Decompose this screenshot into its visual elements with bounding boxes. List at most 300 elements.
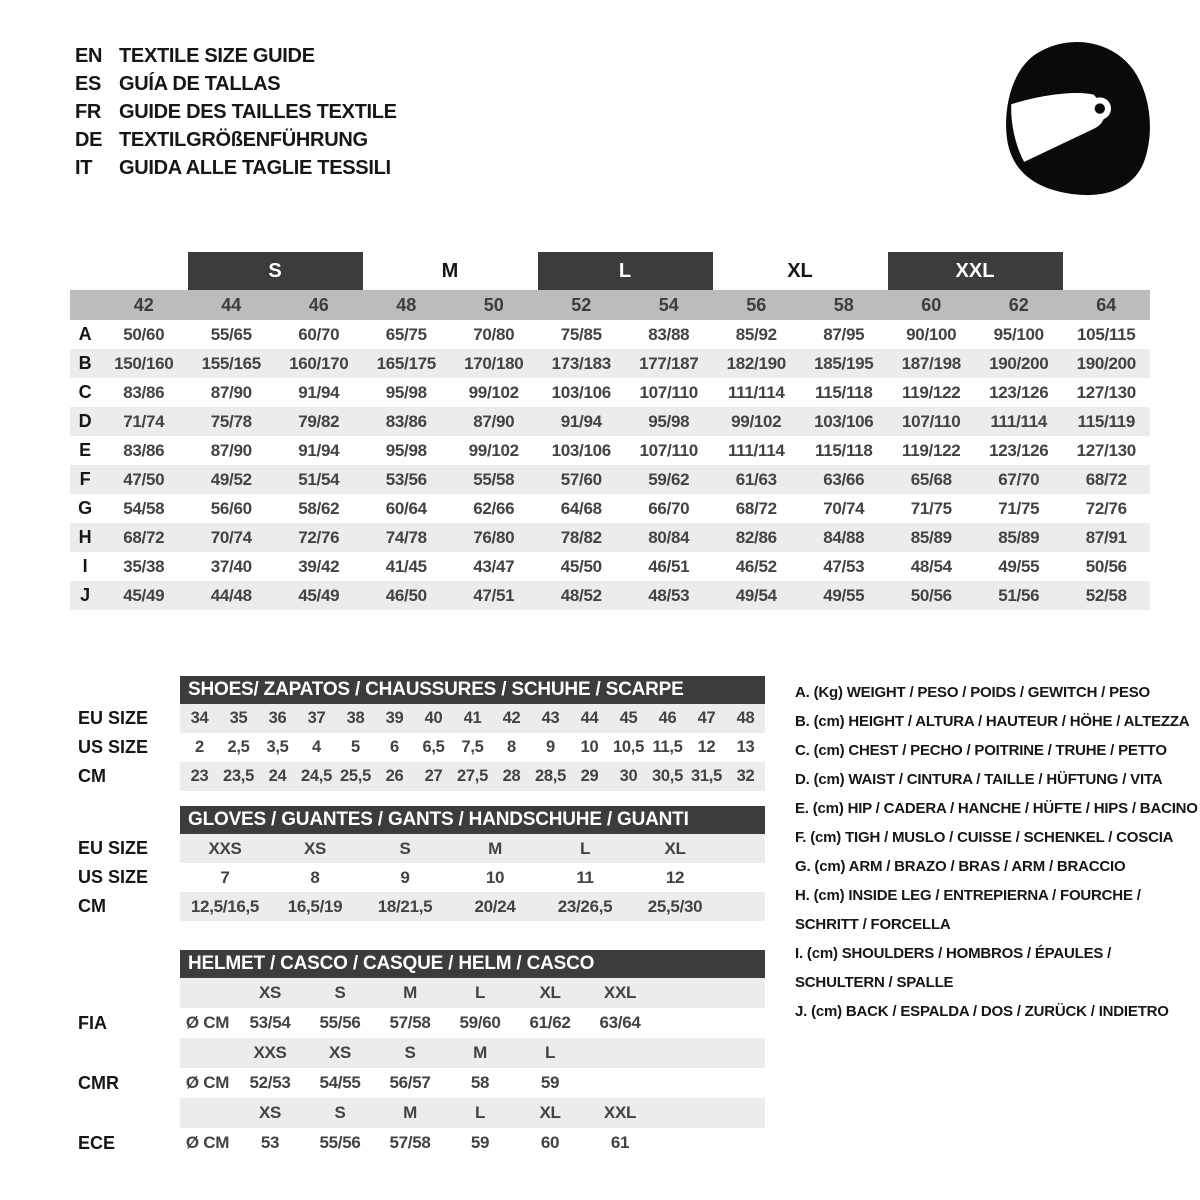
cell: 24,5 xyxy=(301,767,332,785)
cell: 55/56 xyxy=(319,1133,361,1152)
cell: 36 xyxy=(268,709,287,727)
cell: 38 xyxy=(346,709,365,727)
cell: 48/53 xyxy=(648,585,690,605)
row-letter: H xyxy=(78,527,92,547)
cell: 26 xyxy=(385,767,404,785)
cell: 85/89 xyxy=(910,527,952,547)
helmet-table xyxy=(180,950,765,1158)
cell: 60/64 xyxy=(385,498,427,518)
cell: 91/94 xyxy=(298,440,340,460)
cell: XS xyxy=(328,1043,352,1062)
language-code: EN xyxy=(75,44,103,67)
cell: 60 xyxy=(921,294,942,315)
table-row-g xyxy=(70,494,1150,523)
cell: L xyxy=(474,1103,486,1122)
cell: 44 xyxy=(580,709,599,727)
cell: 28 xyxy=(502,767,521,785)
cell: XL xyxy=(664,838,686,858)
racing-helmet-icon xyxy=(982,32,1154,204)
cell: 16,5/19 xyxy=(287,896,343,916)
helmet-cmr-sizes-row xyxy=(180,1038,765,1068)
cell: 25,5/30 xyxy=(647,896,703,916)
cell: 46/50 xyxy=(385,585,427,605)
cell: 23 xyxy=(190,767,209,785)
row-label-us-size: US SIZE xyxy=(78,737,149,757)
cell: XXL xyxy=(603,983,637,1002)
cell: 18/21,5 xyxy=(377,896,433,916)
cell: 42 xyxy=(133,294,154,315)
cell: 111/114 xyxy=(727,440,785,460)
cell: 63/64 xyxy=(599,1013,641,1032)
cell: 58/62 xyxy=(298,498,340,518)
cell: 78/82 xyxy=(560,527,602,547)
unit-label: Ø CM xyxy=(185,1133,230,1152)
row-letter: J xyxy=(80,585,90,605)
legend-line: J. (cm) BACK / ESPALDA / DOS / ZURÜCK / INDIETRO xyxy=(795,1003,1169,1020)
cell: 23/26,5 xyxy=(557,896,613,916)
cell: 20/24 xyxy=(474,896,516,916)
cell: 52/53 xyxy=(249,1073,291,1092)
size-band-l: L xyxy=(538,252,713,290)
cell: 59 xyxy=(540,1073,560,1092)
cell: 41 xyxy=(463,709,482,727)
cell: 12 xyxy=(665,867,685,887)
cell: 45/49 xyxy=(123,585,165,605)
cell: XS xyxy=(303,838,327,858)
gloves-cm-row xyxy=(180,892,765,921)
cell: 28,5 xyxy=(535,767,566,785)
legend-line: C. (cm) CHEST / PECHO / POITRINE / TRUHE / PETTO xyxy=(795,742,1167,759)
cell: M xyxy=(403,983,417,1002)
row-letter: I xyxy=(82,556,88,576)
unit-label: Ø CM xyxy=(185,1073,230,1092)
cell: 68/72 xyxy=(735,498,777,518)
cell: 27,5 xyxy=(457,767,488,785)
cell: 51/54 xyxy=(298,469,340,489)
cell: 48/52 xyxy=(560,585,602,605)
cell: 190/200 xyxy=(1076,353,1136,373)
helmet-ece-sizes-row xyxy=(180,1098,765,1128)
shoes-eu-row xyxy=(180,704,765,733)
cell: 119/122 xyxy=(902,440,961,460)
cell: 59/62 xyxy=(648,469,690,489)
cell: 83/86 xyxy=(123,382,165,402)
guide-title: TEXTILGRÖßENFÜHRUNG xyxy=(119,128,368,151)
cell: 23,5 xyxy=(223,767,254,785)
cell: S xyxy=(334,983,346,1002)
shoes-table xyxy=(180,676,765,791)
unit-label: Ø CM xyxy=(185,1013,230,1032)
cell: 58 xyxy=(833,294,854,315)
cell: 9 xyxy=(400,867,410,887)
cell: 35/38 xyxy=(123,556,165,576)
row-label-eu-size: EU SIZE xyxy=(78,708,149,728)
helmet-fia-sizes-row xyxy=(180,978,765,1008)
shoes-us-row xyxy=(180,733,765,762)
cell: 74/78 xyxy=(385,527,427,547)
legend-line: H. (cm) INSIDE LEG / ENTREPIERNA / FOURCHE / xyxy=(795,887,1141,904)
cell: 103/106 xyxy=(551,440,611,460)
size-band-xxl: XXL xyxy=(888,252,1063,290)
spacer xyxy=(78,978,119,1008)
cell: 127/130 xyxy=(1076,440,1136,460)
cell: 82/86 xyxy=(735,527,777,547)
cell: 57/58 xyxy=(389,1013,431,1032)
cell: 41/45 xyxy=(385,556,427,576)
cell: 190/200 xyxy=(989,353,1049,373)
gloves-section-title: GLOVES / GUANTES / GANTS / HANDSCHUHE / GUANTI xyxy=(180,806,765,834)
cell: 115/119 xyxy=(1077,411,1135,431)
cell: 64 xyxy=(1096,294,1117,315)
cell: 3,5 xyxy=(266,738,289,756)
cell: 105/115 xyxy=(1077,324,1136,344)
shoes-row-labels xyxy=(78,676,148,791)
cell: XS xyxy=(258,983,282,1002)
cell: 47/51 xyxy=(473,585,515,605)
cell: 76/80 xyxy=(473,527,515,547)
cell: 47/53 xyxy=(823,556,865,576)
legend-line: A. (Kg) WEIGHT / PESO / POIDS / GEWITCH / PESO xyxy=(795,684,1150,701)
language-row xyxy=(75,42,397,70)
language-row xyxy=(75,70,397,98)
cell: 87/90 xyxy=(210,382,252,402)
helmet-section-title: HELMET / CASCO / CASQUE / HELM / CASCO xyxy=(180,950,765,978)
cell: 46/52 xyxy=(735,556,777,576)
cell: 50/60 xyxy=(123,324,165,344)
cell: 43/47 xyxy=(473,556,515,576)
cell: 61/62 xyxy=(529,1013,571,1032)
cell: 91/94 xyxy=(560,411,602,431)
cell: 70/80 xyxy=(473,324,515,344)
cell: 56/57 xyxy=(389,1073,431,1092)
helmet-ece-values-row xyxy=(180,1128,765,1158)
cell: XXS xyxy=(208,838,242,858)
cell: 50 xyxy=(483,294,504,315)
cell: 50/56 xyxy=(1085,556,1127,576)
cell: 99/102 xyxy=(731,411,782,431)
cell: 57/60 xyxy=(560,469,602,489)
cell: 72/76 xyxy=(298,527,340,547)
cell: 6,5 xyxy=(422,738,445,756)
cell: 45/49 xyxy=(298,585,340,605)
spacer xyxy=(78,676,148,704)
cell: 187/198 xyxy=(901,353,961,373)
cell: S xyxy=(334,1103,346,1122)
spacer xyxy=(78,1098,119,1128)
cell: 45 xyxy=(619,709,638,727)
cell: 99/102 xyxy=(468,440,519,460)
language-row xyxy=(75,98,397,126)
cell: 70/74 xyxy=(210,527,252,547)
cell: 87/90 xyxy=(210,440,252,460)
size-band-row xyxy=(70,252,1150,290)
cell: XXS xyxy=(253,1043,287,1062)
gloves-us-row xyxy=(180,863,765,892)
cell: 115/118 xyxy=(815,382,873,402)
size-band-m: M xyxy=(441,259,459,282)
cell: 2 xyxy=(195,738,204,756)
gloves-table xyxy=(180,806,765,921)
language-code: IT xyxy=(75,156,93,179)
cell: 8 xyxy=(310,867,320,887)
cell: XS xyxy=(258,1103,282,1122)
cell: 10,5 xyxy=(613,738,644,756)
table-row-j xyxy=(70,581,1150,610)
cell: 71/75 xyxy=(998,498,1040,518)
cell: 44/48 xyxy=(210,585,252,605)
cell: S xyxy=(399,838,411,858)
language-code: FR xyxy=(75,100,102,123)
table-row-e xyxy=(70,436,1150,465)
cell: 95/98 xyxy=(385,440,427,460)
cell: 111/114 xyxy=(990,411,1048,431)
cell: 39/42 xyxy=(298,556,340,576)
cell: 30 xyxy=(619,767,638,785)
row-letter: F xyxy=(79,469,91,489)
cell: 91/94 xyxy=(298,382,340,402)
row-letter: B xyxy=(78,353,92,373)
table-row-a xyxy=(70,320,1150,349)
cell: 25,5 xyxy=(340,767,371,785)
cell: 59/60 xyxy=(459,1013,501,1032)
cell: 54/55 xyxy=(319,1073,361,1092)
cell: 9 xyxy=(546,738,555,756)
shoes-cm-row xyxy=(180,762,765,791)
cell: L xyxy=(544,1043,556,1062)
cell: 5 xyxy=(351,738,360,756)
legend-line: G. (cm) ARM / BRAZO / BRAS / ARM / BRACCIO xyxy=(795,858,1126,875)
cell: 60/70 xyxy=(298,324,340,344)
cell: 72/76 xyxy=(1085,498,1127,518)
language-row xyxy=(75,154,397,182)
cell: 35 xyxy=(229,709,248,727)
cell: 65/68 xyxy=(910,469,952,489)
cell: 46 xyxy=(308,294,329,315)
cell: 83/88 xyxy=(648,324,690,344)
cell: 103/106 xyxy=(814,411,874,431)
legend-line: B. (cm) HEIGHT / ALTURA / HAUTEUR / HÖHE / ALTEZZA xyxy=(795,713,1190,730)
cell: 10 xyxy=(485,867,505,887)
cell: 49/54 xyxy=(735,585,777,605)
guide-title: GUIDE DES TAILLES TEXTILE xyxy=(119,100,397,123)
cell: M xyxy=(473,1043,487,1062)
cell: 62 xyxy=(1008,294,1029,315)
language-code: ES xyxy=(75,72,102,95)
cell: 62/66 xyxy=(473,498,515,518)
legend-line: F. (cm) TIGH / MUSLO / CUISSE / SCHENKEL / COSCIA xyxy=(795,829,1174,846)
cell: 127/130 xyxy=(1076,382,1136,402)
table-row-d xyxy=(70,407,1150,436)
language-code: DE xyxy=(75,128,103,151)
cell: 107/110 xyxy=(639,382,698,402)
cell: 48 xyxy=(396,294,417,315)
cell: 79/82 xyxy=(298,411,340,431)
row-label-cmr: CMR xyxy=(78,1072,119,1093)
textile-size-table xyxy=(70,252,1150,610)
row-label-cm: CM xyxy=(78,896,106,916)
cell: 71/74 xyxy=(123,411,165,431)
cell: 24 xyxy=(268,767,287,785)
cell: 54 xyxy=(658,294,679,315)
cell: 50/56 xyxy=(910,585,952,605)
legend-line: E. (cm) HIP / CADERA / HANCHE / HÜFTE / HIPS / BACINO xyxy=(795,800,1198,817)
row-label-cm: CM xyxy=(78,766,106,786)
cell: 48/54 xyxy=(910,556,952,576)
row-letter: D xyxy=(78,411,92,431)
cell: 103/106 xyxy=(551,382,611,402)
cell: 46/51 xyxy=(648,556,690,576)
cell: 75/85 xyxy=(560,324,602,344)
cell: 170/180 xyxy=(464,353,524,373)
cell: 95/98 xyxy=(385,382,427,402)
table-row-i xyxy=(70,552,1150,581)
helmet-row-labels xyxy=(78,950,119,1158)
cell: 12,5/16,5 xyxy=(190,896,260,916)
cell: 10 xyxy=(580,738,599,756)
cell: 43 xyxy=(541,709,560,727)
cell: 53/54 xyxy=(249,1013,291,1032)
cell: 52/58 xyxy=(1085,585,1127,605)
cell: 59 xyxy=(470,1133,490,1152)
cell: 54/58 xyxy=(123,498,165,518)
cell: 47 xyxy=(697,709,716,727)
cell: 37 xyxy=(307,709,326,727)
row-label-us-size: US SIZE xyxy=(78,867,149,887)
table-row-c xyxy=(70,378,1150,407)
cell: 52 xyxy=(571,294,592,315)
cell: 49/55 xyxy=(998,556,1040,576)
cell: 49/55 xyxy=(823,585,865,605)
cell: L xyxy=(474,983,486,1002)
language-row xyxy=(75,126,397,154)
cell: 53 xyxy=(260,1133,280,1152)
cell: 66/70 xyxy=(648,498,690,518)
cell: 29 xyxy=(580,767,599,785)
cell: 107/110 xyxy=(639,440,698,460)
cell: 87/91 xyxy=(1085,527,1127,547)
cell: 68/72 xyxy=(123,527,165,547)
cell: S xyxy=(404,1043,416,1062)
cell: 111/114 xyxy=(727,382,785,402)
row-label-fia: FIA xyxy=(78,1012,107,1033)
cell: 2,5 xyxy=(227,738,250,756)
size-band-s: S xyxy=(188,252,363,290)
cell: 7 xyxy=(220,867,230,887)
row-letter: C xyxy=(78,382,92,402)
cell: 160/170 xyxy=(289,353,349,373)
cell: 150/160 xyxy=(114,353,174,373)
measurement-legend xyxy=(795,678,1197,1026)
row-letter: E xyxy=(79,440,91,460)
cell: 83/86 xyxy=(385,411,427,431)
cell: XXL xyxy=(603,1103,637,1122)
cell: 182/190 xyxy=(726,353,786,373)
cell: 99/102 xyxy=(468,382,519,402)
cell: 40 xyxy=(424,709,443,727)
cell: 165/175 xyxy=(376,353,436,373)
cell: 64/68 xyxy=(560,498,602,518)
gloves-eu-row xyxy=(180,834,765,863)
cell: 85/92 xyxy=(735,324,777,344)
cell: 107/110 xyxy=(902,411,961,431)
helmet-cmr-values-row xyxy=(180,1068,765,1098)
cell: 61/63 xyxy=(735,469,777,489)
cell: 13 xyxy=(736,738,755,756)
cell: 7,5 xyxy=(461,738,484,756)
cell: 8 xyxy=(507,738,516,756)
table-row-h xyxy=(70,523,1150,552)
cell: 4 xyxy=(312,738,321,756)
cell: 6 xyxy=(390,738,399,756)
cell: 68/72 xyxy=(1085,469,1127,489)
cell: 60 xyxy=(540,1133,560,1152)
cell: XL xyxy=(539,983,561,1002)
cell: 27 xyxy=(424,767,443,785)
gloves-row-labels xyxy=(78,806,148,921)
cell: 123/126 xyxy=(989,440,1049,460)
cell: 177/187 xyxy=(639,353,699,373)
cell: 80/84 xyxy=(648,527,690,547)
cell: 57/58 xyxy=(389,1133,431,1152)
cell: 37/40 xyxy=(210,556,252,576)
cell: 45/50 xyxy=(560,556,602,576)
cell: 55/56 xyxy=(319,1013,361,1032)
cell: 95/100 xyxy=(993,324,1044,344)
cell: 185/195 xyxy=(814,353,874,373)
cell: 31,5 xyxy=(691,767,722,785)
guide-title: GUIDA ALLE TAGLIE TESSILI xyxy=(119,156,391,179)
cell: 71/75 xyxy=(910,498,952,518)
cell: 46 xyxy=(658,709,677,727)
cell: 83/86 xyxy=(123,440,165,460)
cell: 56 xyxy=(746,294,767,315)
cell: 12 xyxy=(697,738,716,756)
spacer xyxy=(78,1038,119,1068)
cell: 34 xyxy=(190,709,209,727)
size-number-strip xyxy=(70,290,1150,320)
cell: 90/100 xyxy=(906,324,957,344)
cell: 87/95 xyxy=(823,324,865,344)
cell: 51/56 xyxy=(998,585,1040,605)
cell: 95/98 xyxy=(648,411,690,431)
cell: L xyxy=(579,838,591,858)
legend-line: D. (cm) WAIST / CINTURA / TAILLE / HÜFTUNG / VITA xyxy=(795,771,1163,788)
guide-title: GUÍA DE TALLAS xyxy=(119,72,281,95)
cell: 11 xyxy=(576,867,594,887)
legend-line: SCHULTERN / SPALLE xyxy=(795,974,954,991)
cell: 85/89 xyxy=(998,527,1040,547)
cell: 30,5 xyxy=(652,767,683,785)
cell: 53/56 xyxy=(385,469,427,489)
cell: 87/90 xyxy=(473,411,515,431)
cell: 67/70 xyxy=(998,469,1040,489)
cell: 55/58 xyxy=(473,469,515,489)
spacer xyxy=(78,806,148,834)
language-title-list xyxy=(75,42,397,182)
helmet-fia-values-row xyxy=(180,1008,765,1038)
cell: 65/75 xyxy=(385,324,427,344)
cell: 123/126 xyxy=(989,382,1049,402)
cell: 119/122 xyxy=(902,382,961,402)
cell: 47/50 xyxy=(123,469,165,489)
legend-line: SCHRITT / FORCELLA xyxy=(795,916,951,933)
cell: 63/66 xyxy=(823,469,865,489)
cell: 58 xyxy=(470,1073,490,1092)
cell: 39 xyxy=(385,709,404,727)
table-row-f xyxy=(70,465,1150,494)
guide-title: TEXTILE SIZE GUIDE xyxy=(119,44,315,67)
cell: 75/78 xyxy=(210,411,252,431)
